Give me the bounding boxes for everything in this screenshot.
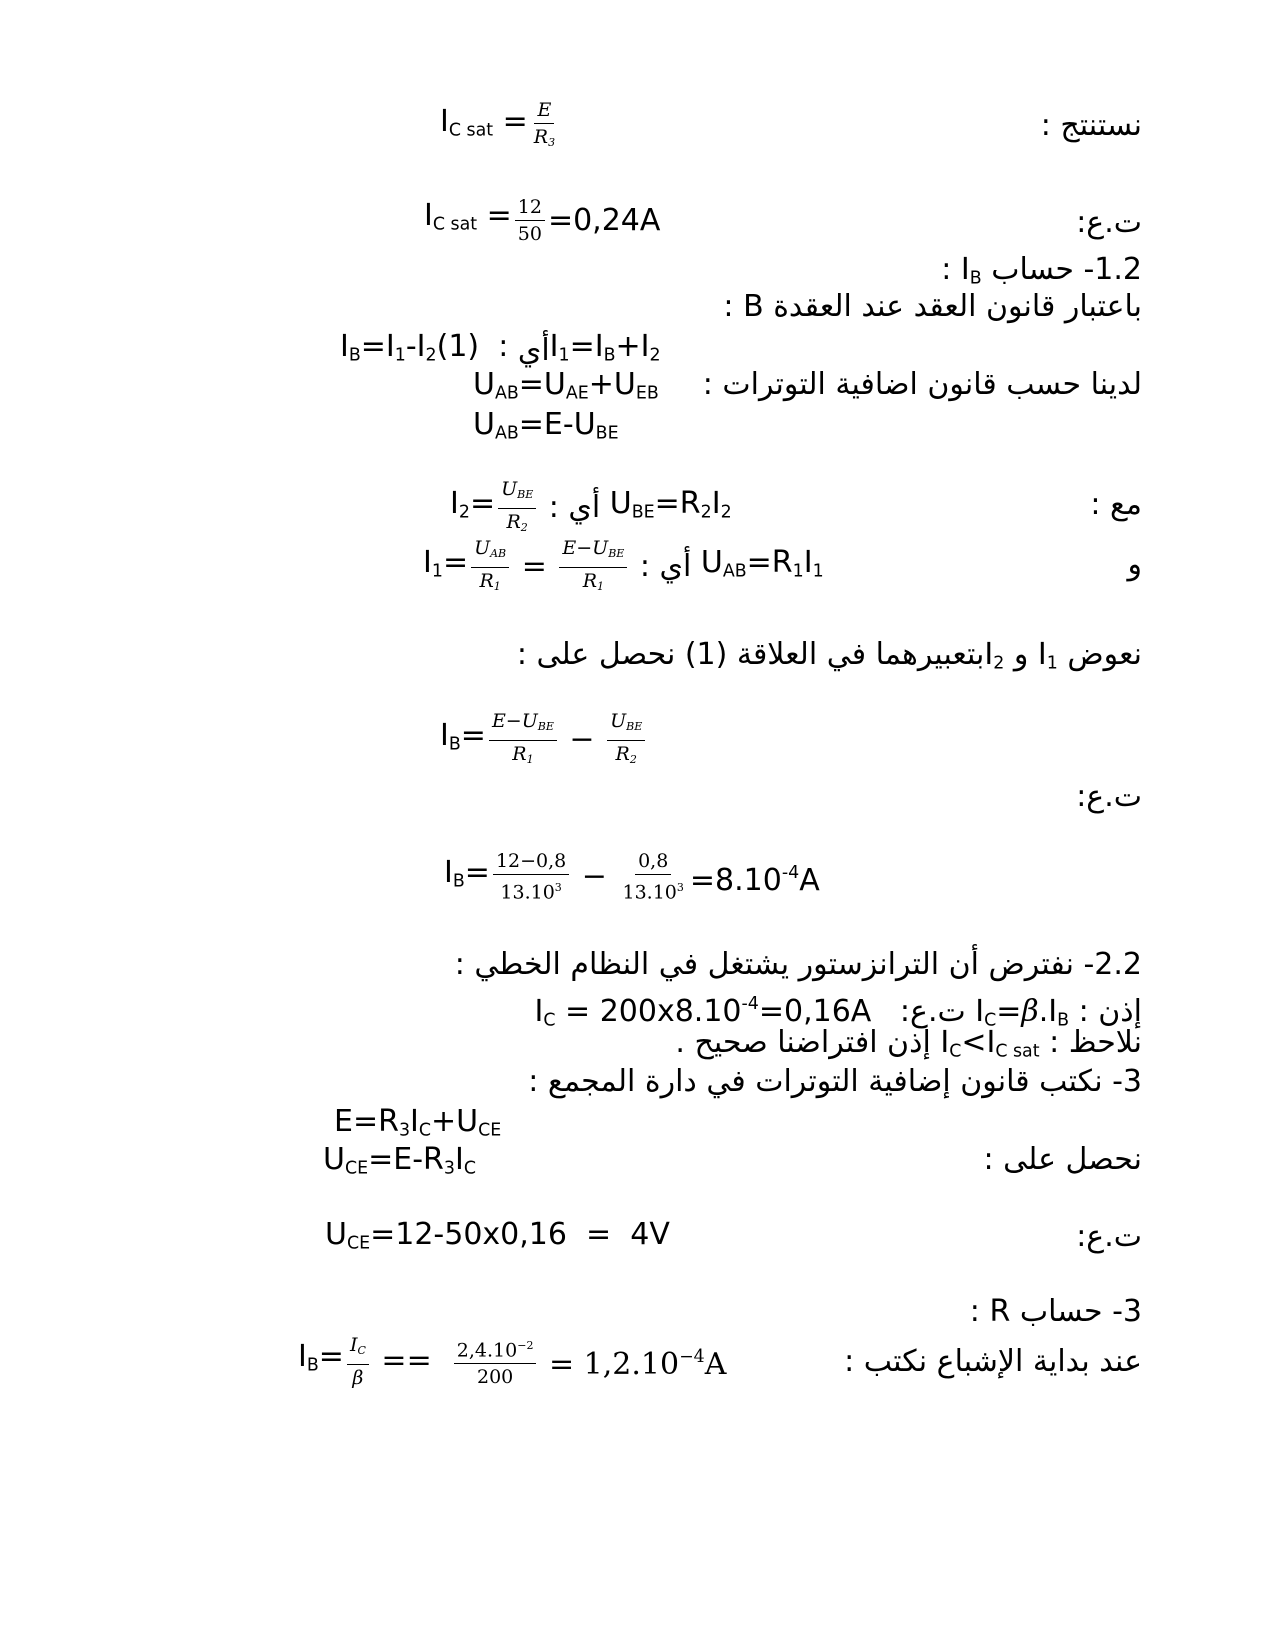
label-numeric-app-3: ت.ع: bbox=[1076, 1219, 1142, 1254]
section-3-collector-heading: 3- نكتب قانون إضافية التوترات في دارة المجمع : bbox=[528, 1064, 1142, 1099]
fraction-e-over-r3: $\frac{E}{R_3}$ bbox=[533, 99, 556, 149]
eq-i2: $I_2=$ $\frac{U_{BE}}{R_2}$ : أي $U_{BE}=R_2I_2$ bbox=[450, 478, 732, 539]
eq-uce-formula: $U_{CE}=E-R_3I_C$ bbox=[323, 1142, 476, 1179]
label-deduce: نستنتج : bbox=[1040, 108, 1142, 143]
label-numeric-app-1: ت.ع: bbox=[1076, 205, 1142, 240]
eq-uab-sum: $U_{AB}=U_{AE}+U_{EB}$ bbox=[473, 367, 659, 404]
eq-icsat-numeric: $I_{C sat}$ = $\frac{12}{50}$ =0,24A bbox=[424, 196, 661, 245]
label-and: و bbox=[1127, 547, 1142, 582]
label-numeric-app-2: ت.ع: bbox=[1076, 779, 1142, 814]
fraction-08: $\frac{0,8}{13.10^3}$ bbox=[622, 850, 684, 904]
fraction-ic-over-beta: $\frac{I_C}{\beta}$ bbox=[347, 1334, 369, 1389]
eq-ib-formula: $I_B=$ $\frac{E-U_{BE}}{R_1}$ − $\frac{U_{BE}}{R_2}$ bbox=[440, 710, 648, 771]
fraction-12-minus-08: $\frac{12-0,8}{13.10^3}$ bbox=[493, 850, 569, 904]
voltage-law-line: لدينا حسب قانون اضافية التوترات : bbox=[702, 367, 1142, 402]
fraction-ube-over-r2-b: $\frac{U_{BE}}{R_2}$ bbox=[607, 710, 645, 771]
saturation-start-line: عند بداية الإشباع نكتب : bbox=[844, 1344, 1142, 1379]
eq-i1: $I_1=$ $\frac{U_{AB}}{R_1}$ = $\frac{E-U_{BE}}{R_1}$ : أي $U_{AB}=R_1I_1$ bbox=[423, 537, 824, 598]
label-we-get: نحصل على : bbox=[983, 1142, 1142, 1177]
eq-collector-loop: $E=R_3I_C+U_{CE}$ bbox=[334, 1104, 502, 1141]
node-law-line: باعتبار قانون العقد عند العقدة B : bbox=[723, 289, 1142, 324]
eq-ib-saturation: $I_B=$ $\frac{I_C}{\beta}$ == $\frac{2,4.10^{-2}}{200}$ = $1,2.10^{-4}A$ bbox=[298, 1334, 727, 1389]
eq-icsat-formula: $I_{C sat}$ = $\frac{E}{R_3}$ bbox=[440, 99, 561, 154]
fraction-uab-over-r1: $\frac{U_{AB}}{R_1}$ bbox=[471, 537, 509, 598]
eq-uab-e-minus-ube: $U_{AB}=E-U_{BE}$ bbox=[473, 407, 619, 444]
eq-uce-numeric: $U_{CE}=12-50x0,16 = 4V$ bbox=[325, 1217, 670, 1254]
fraction-e-minus-ube-over-r1-b: $\frac{E-U_{BE}}{R_1}$ bbox=[489, 710, 557, 771]
fraction-24e-2-over-200: $\frac{2,4.10^{-2}}{200}$ bbox=[454, 1335, 537, 1389]
observe-line: نلاحظ : $I_C<I_{C sat}$ إذن افتراضنا صحيح . bbox=[675, 1025, 1142, 1062]
fraction-ube-over-r2: $\frac{U_{BE}}{R_2}$ bbox=[498, 478, 536, 539]
label-with: مع : bbox=[1090, 487, 1142, 522]
section-2-2-heading: 2.2- نفترض أن الترانزستور يشتغل في النظام الخطي : bbox=[454, 947, 1142, 982]
eq-ib-numeric: $I_B=$ $\frac{12-0,8}{13.10^3}$ − $\frac{0,8}{13.10^3}$ $=8.10^{-4}A$ bbox=[444, 850, 820, 904]
fraction-12-over-50: $\frac{12}{50}$ bbox=[515, 196, 545, 245]
section-1-2-heading: 1.2- حساب $I_B$ : bbox=[941, 252, 1142, 289]
substitute-line: نعوض $I_1$ و $I_2بتعبيرهما$ في العلاقة (1) نحصل على : bbox=[516, 637, 1142, 674]
section-3-r-heading: 3- حساب R : bbox=[969, 1294, 1142, 1329]
fraction-e-minus-ube-over-r1: $\frac{E-U_{BE}}{R_1}$ bbox=[559, 537, 627, 598]
linear-regime-line: إذن : $I_C=\beta.I_B$ ت.ع: $I_C = 200x8.10^{-4}=0,16A$ bbox=[534, 994, 1142, 1031]
eq-node-currents: $I_B=I_1-I_2(1)$ : أي $I_1=I_B+I_2$ bbox=[340, 329, 661, 369]
